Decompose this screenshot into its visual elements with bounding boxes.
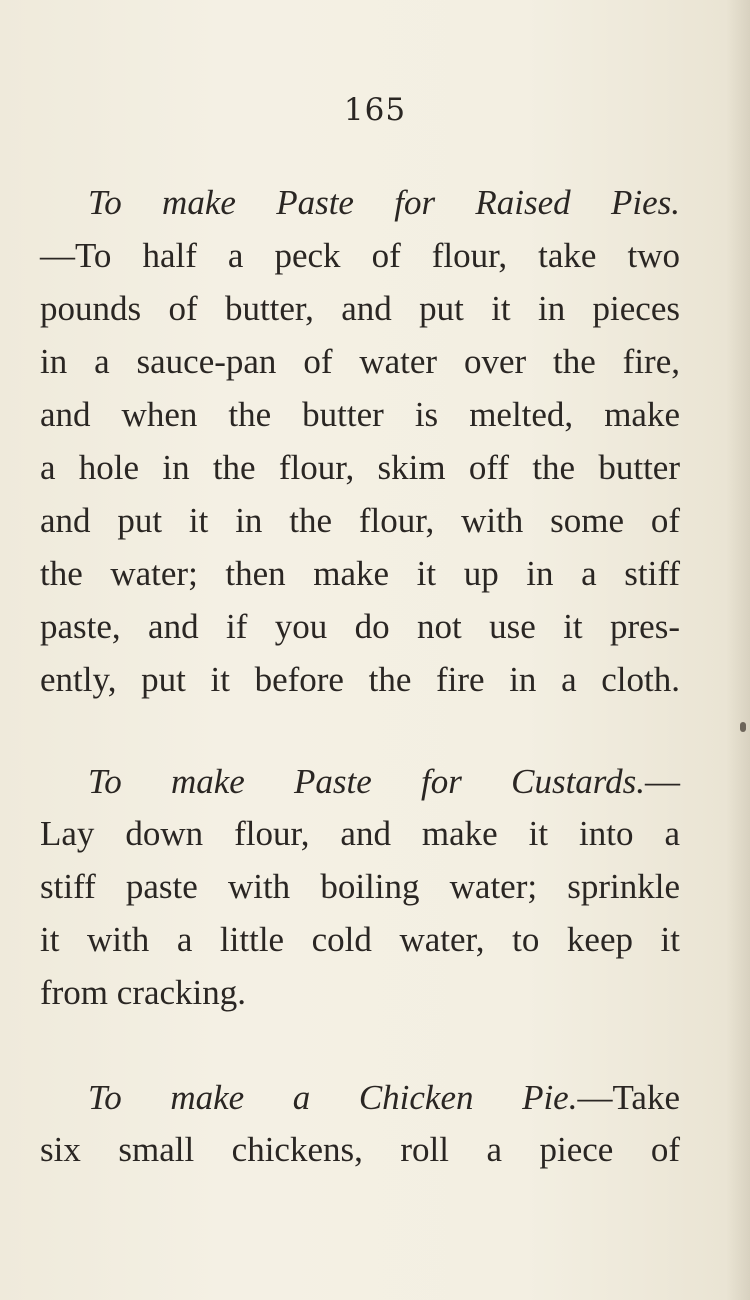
recipe-line: six small chickens, roll a piece of — [40, 1130, 680, 1169]
recipe-line: in a sauce-pan of water over the fire, — [40, 342, 680, 381]
page-number: 165 — [343, 92, 407, 128]
recipe-line: from cracking. — [40, 973, 247, 1012]
recipe-line: a hole in the flour, skim off the butter — [40, 448, 680, 487]
recipe-title-suffix: —Take — [577, 1078, 680, 1117]
recipe-line: paste, and if you do not use it pres- — [40, 607, 680, 646]
recipe-line: and put it in the flour, with some of — [40, 501, 680, 540]
recipe-line: the water; then make it up in a stiff — [40, 554, 680, 593]
recipe-title-raised-pies — [88, 177, 680, 229]
recipe-line: pounds of butter, and put it in pieces — [40, 289, 680, 328]
recipe-title-text: To make Paste for Custards. — [88, 762, 645, 801]
recipe-title-text: To make Paste for Raised Pies. — [88, 183, 680, 222]
recipe-line: —To half a peck of flour, take two — [40, 236, 680, 275]
recipe-line: stiff paste with boiling water; sprinkle — [40, 867, 680, 906]
recipe-title-custards — [88, 756, 680, 808]
recipe-line: Lay down flour, and make it into a — [40, 814, 680, 853]
recipe-line: ently, put it before the fire in a cloth. — [40, 660, 680, 699]
recipe-title-chicken-pie — [88, 1072, 680, 1124]
recipe-title-suffix: — — [645, 762, 680, 801]
recipe-title-text: To make a Chicken Pie. — [88, 1078, 578, 1117]
recipe-line: it with a little cold water, to keep it — [40, 920, 680, 959]
page-edge-shadow — [726, 0, 750, 1300]
page-edge-mark — [740, 722, 746, 732]
recipe-line: and when the butter is melted, make — [40, 395, 680, 434]
